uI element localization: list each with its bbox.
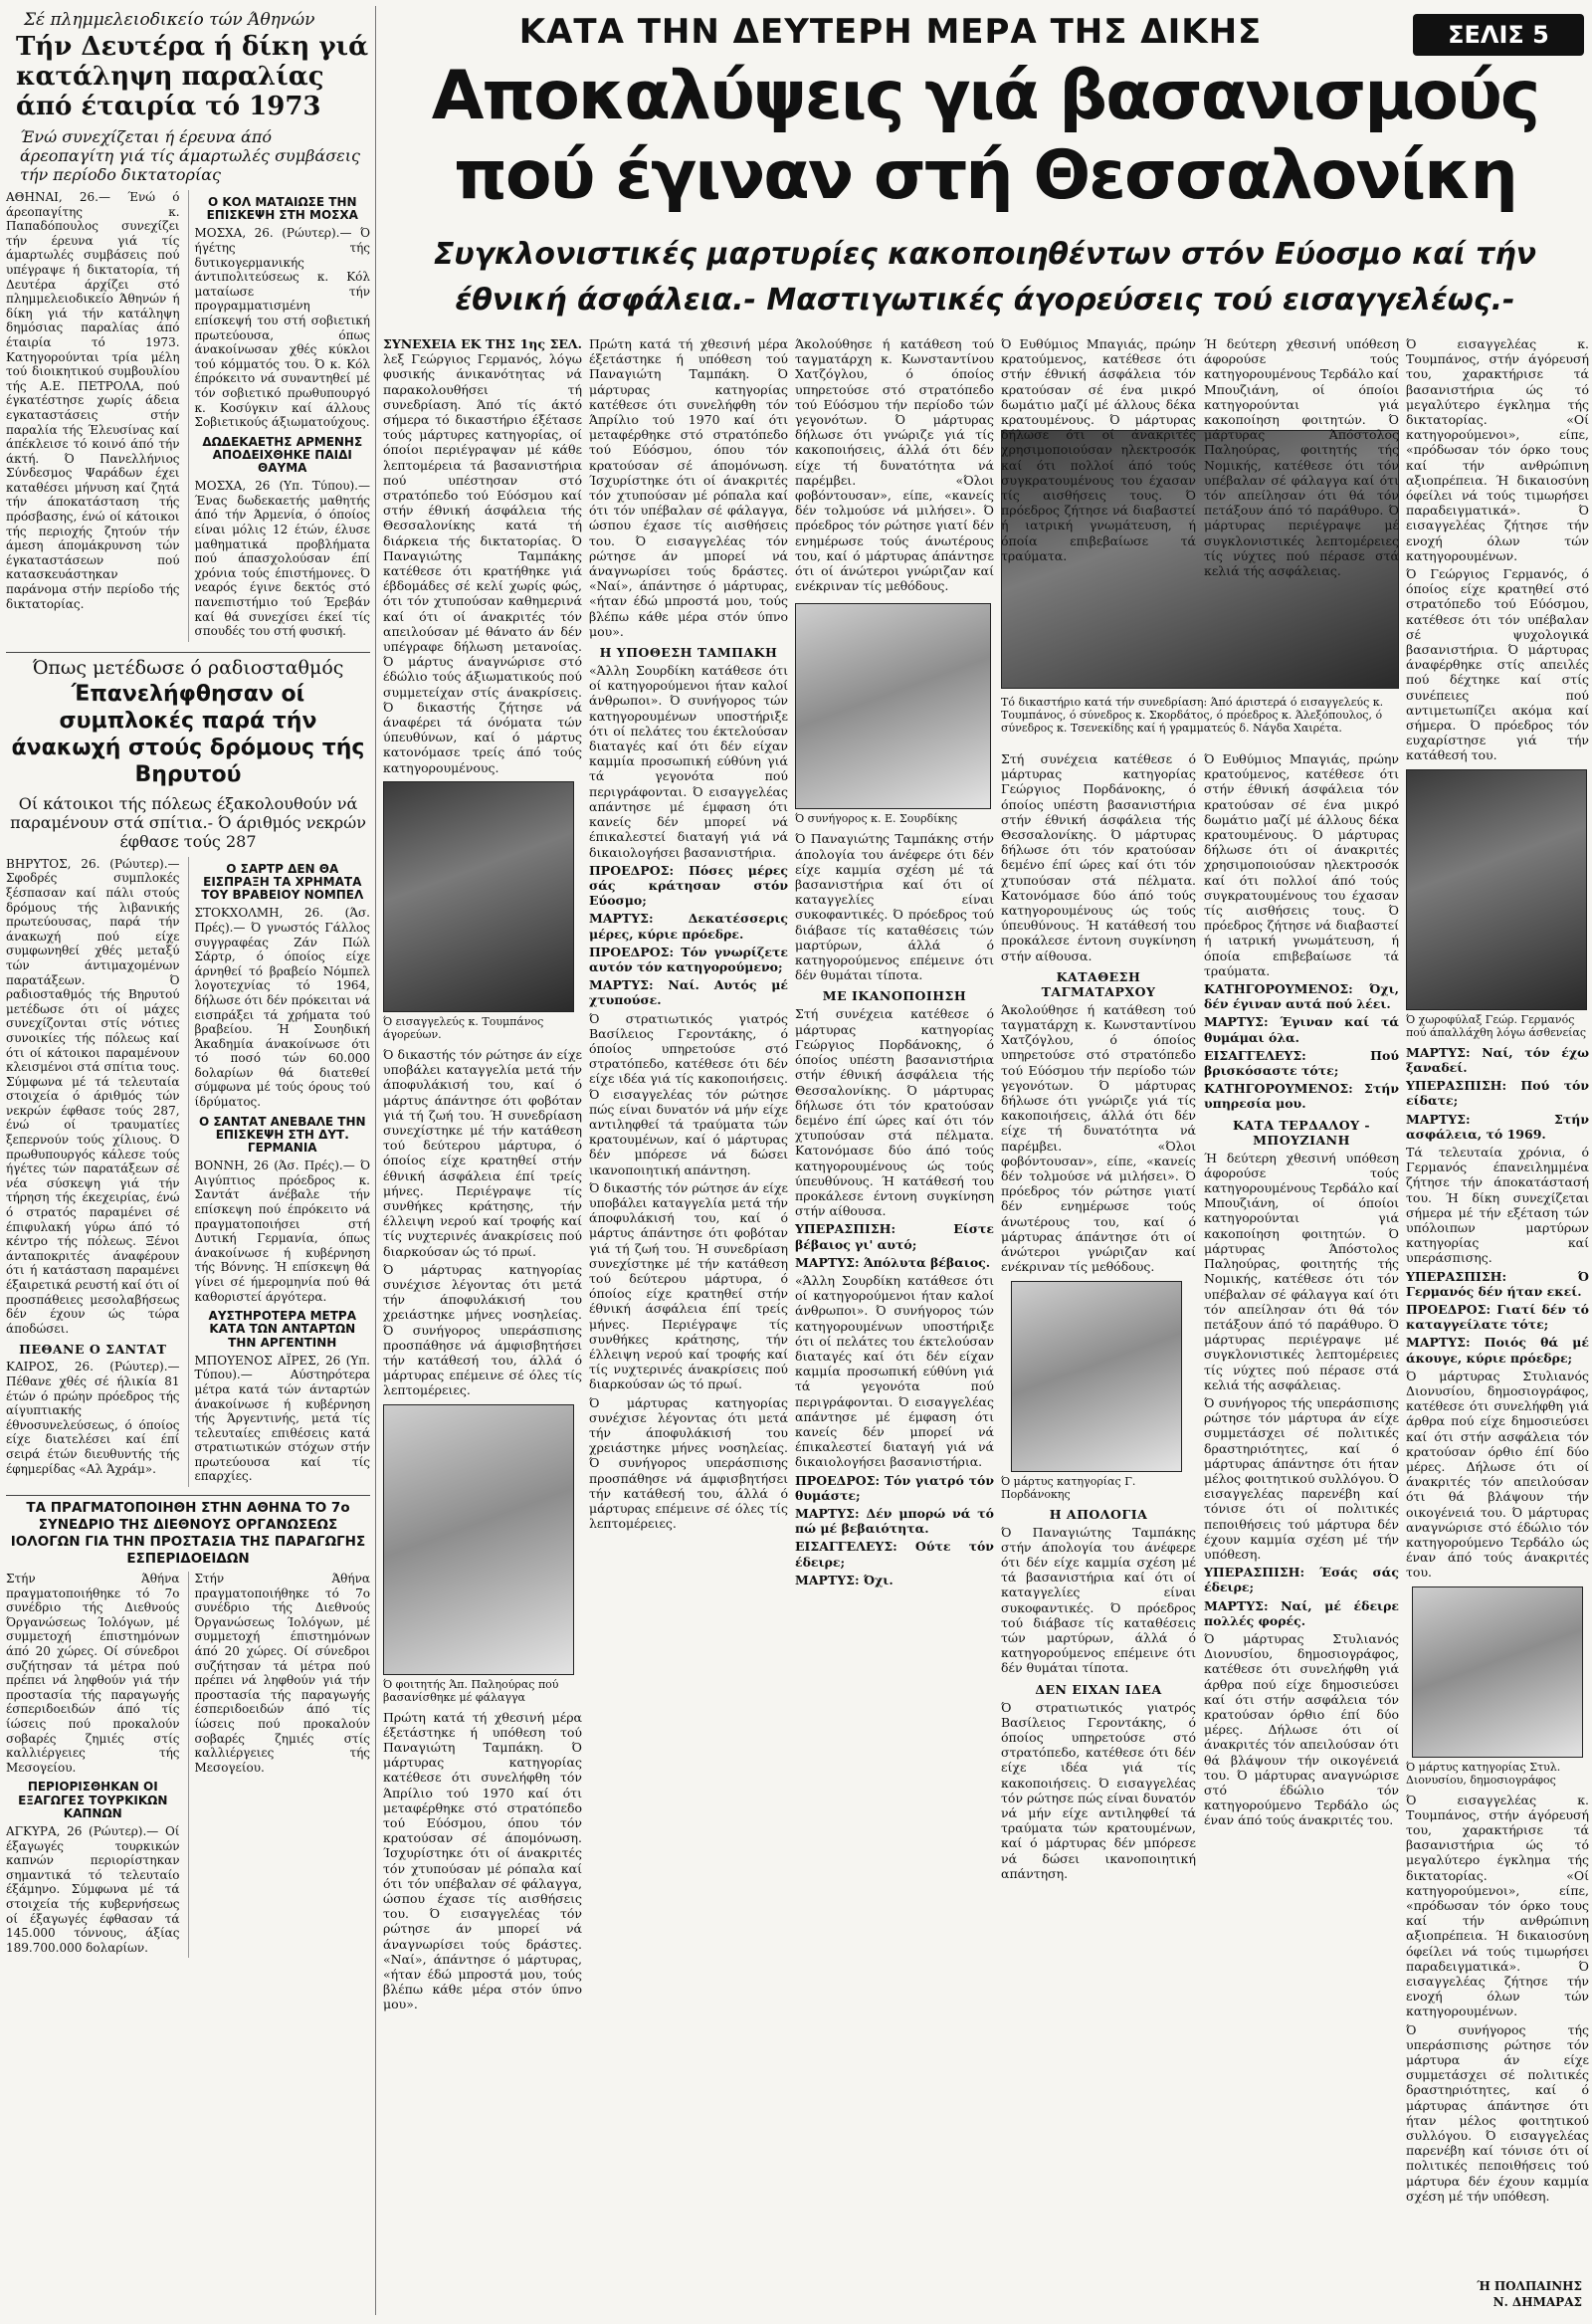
page-badge: ΣΕΛΙΣ 5 (1413, 14, 1584, 56)
trial-body-n: Ό εισαγγελέας κ. Τουμπάνος, στήν άγόρευσή του, χαρακτήρισε τά βασανιστήρια ώς τό μεγαλύτερο έγκλημα τής δικτατορίας. «Οί κατηγορούμενοι», είπε, «πρόδωσαν τόν όρκο τους καί τήν ανθρώπινη αξιοπρέπεια. Ή δικαιοσύνη όφείλει νά τούς τιμωρήσει παραδειγματικά». Ό εισαγγελέας ζήτησε τήν ενοχή όλων τών κατηγορουμένων. (1406, 336, 1589, 563)
trial-body-i-col3: Στή συνέχεια κατέθεσε ό μάρτυρας κατηγορίας Γεώργιος Πορδάνοκης, ό όποίος υπέστη βασανιστήρια στήν έθνική άσφάλεια τής Θεσσαλονίκης. Ό μάρτυρας δήλωσε ότι τόν κρατούσαν δεμένο έπί ώρες καί ότι τόν χτυπούσαν στά πέλματα. Κατονόμασε δύο άπό τούς κατηγορουμένους ώς τούς ύπευθύνους. Ή κατάθεσή του προκάλεσε έντονη συγκίνηση στήν αίθουσα. (795, 1006, 994, 1219)
trial-body-m-col5: Ό μάρτυρας Στυλιανός Διονυσίου, δημοσιογράφος, κατέθεσε ότι συνελήφθη γιά άρθρα πού είχε δημοσιεύσει καί ότι στήν ασφάλεια τόν κρατούσαν όρθιο έπί δύο μέρες. Δήλωσε ότι οί άνακριτές τόν απειλούσαν ότι θά βλάψουν τήν οικογένειά του. Ό μάρτυρας αναγνώρισε στό έδώλιο τόν κατηγορούμενο Τερδάλο ώς έναν άπό τούς άνακριτές του. (1204, 1630, 1399, 1828)
subhead-apology: Η ΑΠΟΛΟΓΙΑ (1049, 1506, 1148, 1522)
trial-body-b-col2: Ό δικαστής τόν ρώτησε άν είχε υποβάλει καταγγελία μετά τήν άποφυλάκισή του, καί ό μάρτυς άπάντησε ότι φοβόταν γιά τή ζωή του. Ή συνεδρίαση συνεχίστηκε μέ τήν κατάθεση τού δεύτερου μάρτυρα, ό όποίος είχε κρατηθεί στήν έθνική άσφάλεια έπί τρείς μήνες. Περιέγραψε τίς συνθήκες κράτησης, τήν έλλειψη νερού καί τροφής καί τίς νυχτερινές άνακρίσεις πού διαρκούσαν ώς τό πρωί. (589, 1179, 788, 1392)
mid-brief-2-body: ΒΟΝΝΗ, 26 (Άσ. Πρές).— Ό Αιγύπτιος πρόεδρος κ. Σαντάτ άνέβαλε τήν επίσκεψη πού έπρόκειτο νά πραγματοποιήσει στή Δυτική Γερμανία, όπως άνακοίνωσε ή κυβέρνηση τής Βόννης. Ή επίσκεψη θά γίνει σέ ήμερομηνία πού θά καθοριστεί άργότερα. (194, 1159, 370, 1304)
trial-body-c: Πρώτη κατά τή χθεσινή μέρα έξετάστηκε ή υπόθεση τού Παναγιώτη Ταμπάκη. Ό μάρτυρας κατηγορίας κατέθεσε ότι συνελήφθη τόν Άπρίλιο τού 1970 καί ότι μεταφέρθηκε στό στρατόπεδο τού Εύόσμου, όπου τόν κρατούσαν σέ άπομόνωση. Ίσχυρίστηκε ότι οί άνακριτές τόν χτυπούσαν μέ ρόπαλα καί ότι τόν υπέβαλαν σέ φάλαγγα, ώσπου έχασε τίς αισθήσεις του. Ό εισαγγελέας τόν ρώτησε άν μπορεί νά άναγνωρίσει τούς δράστες. «Ναί», άπάντησε ό μάρτυρας, «ήταν έδώ μπροστά μου, τούς βλέπω κάθε μέρα στόν ύπνο μου». (589, 336, 788, 639)
trial-body-j-top: Ό Ευθύμιος Μπαγιάς, πρώην κρατούμενος, κατέθεσε ότι στήν έθνική άσφάλεια τόν κρατούσαν σέ ένα μικρό δωμάτιο μαζί μέ άλλους δέκα κρατουμένους. Ό μάρτυρας δήλωσε ότι οί άνακριτές χρησιμοποιούσαν ηλεκτροσόκ καί ότι πολλοί άπό τούς συγκρατουμένους του έχασαν τίς αισθήσεις τους. Ό πρόεδρος ζήτησε νά διαβαστεί ή ιατρική γνωμάτευση, ή όποία επιβεβαίωσε τά τραύματα. (1001, 336, 1196, 563)
qa-line-15: ΥΠΕΡΑΣΠΙΣΗ: Έσάς σάς έδειρε; (1204, 1565, 1399, 1595)
trial-body-k: Ή δεύτερη χθεσινή υπόθεση άφορούσε τούς κατηγορουμένους Τερδάλο καί Μπουζιάνη, οί όποίοι κατηγορούνται γιά κακοποίηση φοιτητών. Ό μάρτυρας Άπόστολος Παληούρας, φοιτητής τής Νομικής, κατέθεσε ότι τόν υπέβαλαν σέ φάλαγγα καί ότι τόν απείλησαν ότι θά τόν πετάξουν άπό τό παράθυρο. Ό μάρτυρας περιέγραψε μέ συγκλονιστικές λεπτομέρειες τίς νύχτες πού πέρασε στά κελιά τής ασφάλειας. (1204, 1150, 1399, 1392)
mid-brief-1-title: Ο ΣΑΡΤΡ ΔΕΝ ΘΑ ΕΙΣΠΡΑΞΗ ΤΑ ΧΡΗΜΑΤΑ ΤΟΥ ΒΡΑΒΕΙΟΥ ΝΟΜΠΕΛ (201, 861, 364, 903)
left-brief-2-body: ΜΟΣΧΑ, 26 (Υπ. Τύπου).— Ένας δωδεκαετής μαθητής άπό τήν Άρμενία, ό όποίος είναι μόλις 12 έτών, έλυσε μαθηματικά προβλήματα πού άπασχολούσαν έπί χρόνια τούς έπιστήμονες. Ό νεαρός έγινε δεκτός στό πανεπιστήμιο τού Έρεβάν καί θά συνεχίσει έκεί τίς σπουδές του στή φυσική. (194, 479, 370, 639)
trial-body-i: Στή συνέχεια κατέθεσε ό μάρτυρας κατηγορίας Γεώργιος Πορδάνοκης, ό όποίος υπέστη βασανιστήρια στήν έθνική άσφάλεια τής Θεσσαλονίκης. Ό μάρτυρας δήλωσε ότι τόν κρατούσαν δεμένο έπί ώρες καί ότι τόν χτυπούσαν στά πέλματα. Κατονόμασε δύο άπό τούς κατηγορουμένους ώς τούς ύπευθύνους. Ή κατάθεσή του προκάλεσε έντονη συγκίνηση στήν αίθουσα. (1001, 751, 1196, 963)
qa-line-5: ΥΠΕΡΑΣΠΙΣΗ: Είστε βέβαιος γι' αυτό; (795, 1221, 994, 1252)
qa-line-3: ΠΡΟΕΔΡΟΣ: Τόν γνωρίζετε αυτόν τόν κατηγορούμενο; (589, 944, 788, 974)
trial-body-n-col6: Ό εισαγγελέας κ. Τουμπάνος, στήν άγόρευσή του, χαρακτήρισε τά βασανιστήρια ώς τό μεγαλύτερο έγκλημα τής δικτατορίας. «Οί κατηγορούμενοι», είπε, «πρόδωσαν τόν όρκο τους καί τήν ανθρώπινη αξιοπρέπεια. Ή δικαιοσύνη όφείλει νά τούς τιμωρήσει παραδειγματικά». Ό εισαγγελέας ζήτησε τήν ενοχή όλων τών κατηγορουμένων. (1406, 1792, 1589, 2019)
caption-gendarme: Ό χωροφύλαξ Γεώρ. Γερμανός πού άπαλλάχθη λόγω άσθενείας (1406, 1012, 1587, 1039)
main-subhead-line-1: Συγκλονιστικές μαρτυρίες κακοποιηθέντων στόν Εύοσμο καί τήν (433, 237, 1537, 272)
main-subhead-line-2: έθνική άσφάλεια.- Μαστιγωτικές άγορεύσεις τού εισαγγελέως.- (455, 283, 1515, 317)
left-body-3: Στήν Άθήνα πραγματοποιήθηκε τό 7ο συνέδριο τής Διεθνούς Όργανώσεως Ίολόγων, μέ συμμετοχή έπιστημόνων άπό 20 χώρες. Οί σύνεδροι συζήτησαν τά μέτρα πού πρέπει νά ληφθούν γιά τήν προστασία τής παραγωγής έσπεριδοειδών άπό τίς ίώσεις πού προκαλούν σοβαρές ζημιές στίς καλλιέργειες τής Μεσογείου. (6, 1572, 180, 1775)
qa-line-8: ΜΑΡΤΥΣ: Δέν μπορώ νά τό πώ μέ βεβαιότητα. (795, 1505, 994, 1537)
main-headline-line-1: Αποκαλύψεις γιά βασανισμούς (431, 57, 1539, 135)
column-divider (375, 6, 376, 2315)
mid-brief-2-title: Ο ΣΑΝΤΑΤ ΑΝΕΒΑΛΕ ΤΗΝ ΕΠΙΣΚΕΨΗ ΣΤΗ ΔΥΤ. ΓΕΡΜΑΝΙΑ (198, 1114, 366, 1156)
qa-line-11: ΚΑΤΗΓΟΡΟΥΜΕΝΟΣ: Όχι, δέν έγιναν αυτά πού λέει. (1204, 981, 1399, 1012)
subhead-major: ΚΑΤΑΘΕΣΗ ΤΑΓΜΑΤΑΡΧΟΥ (1041, 968, 1156, 999)
courtroom-photo-caption: Τό δικαστήριο κατά τήν συνεδρίαση: Άπό άριστερά ό εισαγγελεύς κ. Τουμπάνος, ό σύνεδρος κ. Σκορδάτος, ό πρόεδρος κ. Άλεξόπουλος, ό σύνεδρος κ. Τσενεκίδης καί ή γραμματεύς δ. Νάγδα Χαιρέτα. (1001, 696, 1384, 735)
trial-body-e: «Άλλη Σουρδίκη κατάθεσε ότι οί κατηγορούμενοι ήταν καλοί άνθρωποι». Ό συνήγορος τών κατηγορουμένων υποστήριξε ότι οί πελάτες του έκτελούσαν διαταγές καί ότι δέν είχαν καμμία προσωπική εύθύνη γιά τά γεγονότα πού περιγράφονται. Ό εισαγγελέας απάντησε μέ έμφαση ότι κανείς δέν μπορεί νά έπικαλεστεί διαταγή γιά νά δικαιολογήσει βασανιστήρια. (589, 663, 788, 860)
trial-column-5 (1204, 751, 1399, 2312)
subhead-satisfaction: ΜΕ ΙΚΑΝΟΠΟΙΗΣΗ (822, 988, 967, 1004)
student-photo (383, 1404, 574, 1675)
qa-line-4: ΜΑΡΤΥΣ: Ναί. Αυτός μέ χτυπούσε. (589, 977, 788, 1008)
left-body-1: ΑΘΗΝΑΙ, 26.— Ένώ ό άρεοπαγίτης κ. Παπαδόπουλος συνεχίζει τήν έρευνα γιά τίς άμαρτωλές συμβάσεις πού υπέγραψε ή δικτατορία, τή Δευτέρα άρχίζει στό πλημμελειοδικείο Άθηνών ή δίκη γιά τήν κατάληψη δημόσιας παραλίας άπό έταιρία τό 1973. Κατηγορούνται τρία μέλη τού διοικητικού συμβουλίου τής Α.Ε. ΠΕΤΡΟΛΑ, πού έγκατέστησε χωρίς άδεια εγκαταστάσεις στήν παραλία τής Έλευσίνας καί άπέκλεισε τό κοινό άπό τήν άκτή. Ό Πανελλήνιος Σύνδεσμος Ψαράδων έχει καταθέσει μήνυση καί ζητά τήν άποκατάσταση τής πρόσβασης, ένώ οί κάτοικοι τής περιοχής ζητούν τήν άμεση άπομάκρυνση τών έγκαταστάσεων πού κατασκευάστηκαν παράνομα στήν περίοδο τής δικτατορίας. (6, 190, 180, 611)
mid-brief-3-title: ΑΥΣΤΗΡΟΤΕΡΑ ΜΕΤΡΑ ΚΑΤΑ ΤΩΝ ΑΝΤΑΡΤΩΝ ΤΗΝ ΑΡΓΕΝΤΙΝΗ (208, 1309, 356, 1350)
left-h2-subhead: Οί κάτοικοι τής πόλεως έξακολουθούν νά παραμένουν στά σπίτια.- Ό άριθμός νεκρών έφθασε τούς 287 (10, 793, 366, 851)
subhead-no-idea: ΔΕΝ ΕΙΧΑΝ ΙΔΕΑ (1035, 1681, 1162, 1697)
left-brief-3-title: ΠΕΘΑΝΕ Ο ΣΑΝΤΑΤ (19, 1342, 167, 1358)
qa-line-9: ΕΙΣΑΓΓΕΛΕΥΣ: Ούτε τόν έδειρε; (795, 1539, 994, 1570)
qa-line-17: ΠΡΟΕΔΡΟΣ: Γιατί δέν τό καταγγείλατε τότε; (1406, 1301, 1589, 1333)
main-headline-line-2: πού έγιναν στή Θεσσαλονίκη (454, 136, 1516, 215)
left-brief-4-body: ΑΓΚΥΡΑ, 26 (Ρώυτερ).— Οί έξαγωγές τουρκικών καπνών περιορίστηκαν σημαντικά τό τελευταίο έξάμηνο. Σύμφωνα μέ τά στοιχεία τής κυβερνήσεως οί έξαγωγές έφθασαν τά 145.000 τόννους, άξίας 189.700.000 δολαρίων. (6, 1823, 180, 1955)
trial-body-d: Ό μάρτυρας κατηγορίας συνέχισε λέγοντας ότι μετά τήν άποφυλάκισή του χρειάστηκε μήνες νοσηλείας. Ό συνήγορος υπεράσπισης προσπάθησε νά άμφισβητήσει τήν κατάθεσή του, άλλά ό μάρτυρας επέμεινε σέ όλες τίς λεπτομέρειες. (383, 1261, 582, 1398)
trial-body-j: Ό Ευθύμιος Μπαγιάς, πρώην κρατούμενος, κατέθεσε ότι στήν έθνική άσφάλεια τόν κρατούσαν σέ ένα μικρό δωμάτιο μαζί μέ άλλους δέκα κρατουμένους. Ό μάρτυρας δήλωσε ότι οί άνακριτές χρησιμοποιούσαν ηλεκτροσόκ καί ότι πολλοί άπό τούς συγκρατουμένους του έχασαν τίς αισθήσεις τους. Ό πρόεδρος ζήτησε νά διαβαστεί ή ιατρική γνωμάτευση, ή όποία επιβεβαίωσε τά τραύματα. (1204, 751, 1399, 978)
trial-body-k-top: Ή δεύτερη χθεσινή υπόθεση άφορούσε τούς κατηγορουμένους Τερδάλο καί Μπουζιάνη, οί όποίοι κατηγορούνται γιά κακοποίηση φοιτητών. Ό μάρτυρας Άπόστολος Παληούρας, φοιτητής τής Νομικής, κατέθεσε ότι τόν υπέβαλαν σέ φάλαγγα καί ότι τόν απείλησαν ότι θά τόν πετάξουν άπό τό παράθυρο. Ό μάρτυρας περιέγραψε μέ συγκλονιστικές λεπτομέρειες τίς νύχτες πού πέρασε στά κελιά τής ασφάλειας. (1204, 336, 1399, 579)
journalist-photo (1412, 1586, 1583, 1758)
left-brief-1-body: ΜΟΣΧΑ, 26. (Ρώυτερ).— Ό ήγέτης τής δυτικογερμανικής άντιπολιτεύσεως κ. Κόλ ματαίωσε τήν προγραμματισμένη επίσκεψή του στή σοβιετική πρωτεύουσα, όπως άνακοίνωσαν χθές κύκλοι τού κόμματός του. Ό κ. Κόλ έπρόκειτο νά συναντηθεί μέ τόν σοβιετικό πρωθυπουργό κ. Κοσύγκιν καί άλλους Σοβιετικούς άξιωματούχους. (194, 226, 370, 430)
trial-body-l-col6: Ό συνήγορος τής υπεράσπισης ρώτησε τόν μάρτυρα άν είχε συμμετάσχει σέ πολιτικές δραστηριότητες, καί ό μάρτυρας άπάντησε ότι ήταν μέλος φοιτητικού συλλόγου. Ό εισαγγελέας παρενέβη καί τόνισε ότι οί πολιτικές πεποιθήσεις τού μάρτυρα δέν έχουν καμμία σχέση μέ τήν υπόθεση. (1406, 2021, 1589, 2204)
trial-body-f-col3: Άκολούθησε ή κατάθεση τού ταγματάρχη κ. Κωνσταντίνου Χατζόγλου, ό όποίος υπηρετούσε στό στρατόπεδο τού Εύόσμου τήν περίοδο τών γεγονότων. Ό μάρτυρας δήλωσε ότι γνώριζε γιά τίς κακοποιήσεις, άλλά ότι δέν είχε τή δυνατότητα νά παρέμβει. «Όλοι φοβόντουσαν», είπε, «κανείς δέν τολμούσε νά μιλήσει». Ό πρόεδρος τόν ρώτησε γιατί δέν ενημέρωσε τούς άνωτέρους του, καί ό μάρτυρας άπάντησε ότι οί άνώτεροι γνώριζαν καί ενέκριναν τίς μεθόδους. (795, 336, 994, 594)
qa-line-10: ΜΑΡΤΥΣ: Όχι. (795, 1572, 894, 1587)
trial-body-b: Ό δικαστής τόν ρώτησε άν είχε υποβάλει καταγγελία μετά τήν άποφυλάκισή του, καί ό μάρτυς άπάντησε ότι φοβόταν γιά τή ζωή του. Ή συνεδρίαση συνεχίστηκε μέ τήν κατάθεση τού δεύτερου μάρτυρα, ό όποίος είχε κρατηθεί στήν έθνική άσφάλεια έπί τρείς μήνες. Περιέγραψε τίς συνθήκες κράτησης, τήν έλλειψη νερού καί τροφής καί τίς νυχτερινές άνακρίσεις πού διαρκούσαν ώς τό πρωί. (383, 1046, 582, 1259)
left-h2-kicker: Όπως μετέδωσε ό ραδιοσταθμός (6, 652, 370, 679)
trial-body-h-col4: Ό στρατιωτικός γιατρός Βασίλειος Γεροντάκης, ό όποίος υπηρετούσε στό στρατόπεδο, κατέθεσε ότι δέν είχε ιδέα γιά τίς κακοποιήσεις. Ό εισαγγελέας τόν ρώτησε πώς είναι δυνατόν νά μήν είχε αντιληφθεί τά τραύματα τών κρατουμένων, καί ό μάρτυρας δέν μπόρεσε νά δώσει ικανοποιητική απάντηση. (1001, 1699, 1196, 1881)
trial-body-h: Ό στρατιωτικός γιατρός Βασίλειος Γεροντάκης, ό όποίος υπηρετούσε στό στρατόπεδο, κατέθεσε ότι δέν είχε ιδέα γιά τίς κακοποιήσεις. Ό εισαγγελέας τόν ρώτησε πώς είναι δυνατόν νά μήν είχε αντιληφθεί τά τραύματα τών κρατουμένων, καί ό μάρτυρας δέν μπόρεσε νά δώσει ικανοποιητική απάντηση. (589, 1010, 788, 1177)
gendarme-photo (1406, 769, 1587, 1010)
trial-body-o: Ό Γεώργιος Γερμανός, ό όποίος είχε κρατηθεί στό στρατόπεδο τού Εύόσμου, κατέθεσε ότι τόν υπέβαλαν σέ ψυχολογικά βασανιστήρια. Ό μάρτυρας άναφέρθηκε στίς απειλές πού δέχτηκε καί στίς συνέπειες πού αντιμετωπίζει ακόμα καί σήμερα. Ό πρόεδρος τόν ευχαρίστησε γιά τήν κατάθεσή του. (1406, 566, 1589, 763)
trial-column-4 (1001, 751, 1196, 2312)
trial-column-2 (589, 336, 788, 2312)
prosecutor-photo (383, 781, 574, 1012)
qa-line-22: ΥΠΕΡΑΣΠΙΣΗ: Ό Γερμανός δέν ήταν εκεί. (1406, 1268, 1589, 1299)
qa-line-18: ΜΑΡΤΥΣ: Ποιός θά μέ άκουγε, κύριε πρόεδρε; (1406, 1335, 1589, 1366)
trial-body-d-col2: Ό μάρτυρας κατηγορίας συνέχισε λέγοντας ότι μετά τήν άποφυλάκισή του χρειάστηκε μήνες νοσηλείας. Ό συνήγορος υπεράσπισης προσπάθησε νά άμφισβητήσει τήν κατάθεσή του, άλλά ό μάρτυρας επέμεινε σέ όλες τίς λεπτομέρειες. (589, 1394, 788, 1532)
caption-journalist: Ό μάρτυς κατηγορίας Στυλ. Διονυσίου, δημοσιογράφος (1406, 1760, 1561, 1787)
left-bottom-headline: ΤΑ ΠΡΑΓΜΑΤΟΠΟΙΗΘΗ ΣΤΗΝ ΑΘΗΝΑ ΤΟ 7ο ΣΥΝΕΔΡΙΟ ΤΗΣ ΔΙΕΘΝΟΥΣ ΟΡΓΑΝΩΣΕΩΣ ΙΟΛΟΓΩΝ ΓΙΑ ΤΗΝ ΠΡΟΣΤΑΣΙΑ ΤΗΣ ΠΑΡΑΓΩΓΗΣ ΕΣΠΕΡΙΔΟΕΙΔΩΝ (6, 1495, 370, 1568)
qa-line-6: ΜΑΡΤΥΣ: Άπόλυτα βέβαιος. (795, 1254, 991, 1270)
continued-label: ΣΥΝΕΧΕΙΑ ΕΚ ΤΗΣ 1ης ΣΕΛ. (383, 336, 582, 351)
qa-line-21: ΜΑΡΤΥΣ: Στήν ασφάλεια, τό 1969. (1406, 1111, 1589, 1142)
trial-body-e-col3: «Άλλη Σουρδίκη κατάθεσε ότι οί κατηγορούμενοι ήταν καλοί άνθρωποι». Ό συνήγορος τών κατηγορουμένων υποστήριξε ότι οί πελάτες του έκτελούσαν διαταγές καί ότι δέν είχαν καμμία προσωπική εύθύνη γιά τά γεγονότα πού περιγράφονται. Ό εισαγγελέας απάντησε μέ έμφαση ότι κανείς δέν μπορεί νά έπικαλεστεί διαταγή γιά νά δικαιολογήσει βασανιστήρια. (795, 1272, 994, 1470)
qa-line-14: ΚΑΤΗΓΟΡΟΥΜΕΝΟΣ: Στήν υπηρεσία μου. (1204, 1081, 1399, 1112)
left-body-3-cont: Στήν Άθήνα πραγματοποιήθηκε τό 7ο συνέδριο τής Διεθνούς Όργανώσεως Ίολόγων, μέ συμμετοχή έπιστημόνων άπό 20 χώρες. Οί σύνεδροι συζήτησαν τά μέτρα πού πρέπει νά ληφθούν γιά τήν προστασία τής παραγωγής έσπεριδοειδών άπό τίς ίώσεις πού προκαλούν σοβαρές ζημιές στίς καλλιέργειες τής Μεσογείου. (194, 1572, 370, 1775)
trial-body-l: Ό συνήγορος τής υπεράσπισης ρώτησε τόν μάρτυρα άν είχε συμμετάσχει σέ πολιτικές δραστηριότητες, καί ό μάρτυρας άπάντησε ότι ήταν μέλος φοιτητικού συλλόγου. Ό εισαγγελέας παρενέβη καί τόνισε ότι οί πολιτικές πεποιθήσεις τού μάρτυρα δέν έχουν καμμία σχέση μέ τήν υπόθεση. (1204, 1394, 1399, 1562)
caption-student: Ό φοιτητής Άπ. Παληούρας πού βασανίσθηκε μέ φάλαγγα (383, 1677, 559, 1704)
qa-line-19: ΜΑΡΤΥΣ: Ναί, τόν έχω ξαναδεί. (1406, 1044, 1589, 1075)
trial-body-a: λεξ Γεώργιος Γερμανός, λόγω φυσικής άνικανότητας νά παρακολουθήσει τή συνεδρίαση. Άπό τίς άκτό σήμερα τό δικαστήριο έξέτασε τούς μάρτυρες κατηγορίας, οί όποίοι περιέγραψαν μέ κάθε λεπτομέρεια τά βασανιστήρια πού υπέστησαν στό στρατόπεδο τού Εύόσμου καί στήν έθνική άσφάλεια τής Θεσσαλονίκης κατά τή διάρκεια τής δικτατορίας. Ό Παναγιώτης Ταμπάκης κατέθεσε ότι κρατήθηκε γιά έβδομάδες σέ κελί χωρίς φώς, ότι τόν χτυπούσαν καθημερινά καί ότι οί άνακριτές τόν απειλούσαν μέ θάνατο άν δέν υπέγραφε δήλωση μετανοίας. Ό μάρτυς άναγνώρισε στό έδώλιο τούς άξιωματικούς πού συμμετείχαν στίς άνακρίσεις. Ό δικαστής ζήτησε νά άναφέρει τά όνόματα τών ύπευθύνων, καί ό μάρτυς κατονόμασε τρείς άπό τούς κατηγορουμένους. (383, 351, 582, 775)
caption-defender: Ό συνήγορος κ. Ε. Σουρδίκης (795, 812, 958, 826)
trial-column-6 (1406, 336, 1589, 2312)
trial-column-4-top (1001, 336, 1196, 563)
left-column (6, 6, 370, 2315)
byline-1: Ή ΠΟΛΠΑΙΝΗΣ (1423, 2279, 1582, 2293)
qa-line-12: ΜΑΡΤΥΣ: Έγιναν καί τά θυμάμαι όλα. (1204, 1014, 1399, 1045)
mid-brief-1-body: ΣΤΟΚΧΟΛΜΗ, 26. (Άσ. Πρές).— Ό γνωστός Γάλλος συγγραφέας Ζάν Πώλ Σάρτρ, ό όποίος είχε άρνηθεί τό βραβείο Νόμπελ λογοτεχνίας τό 1964, δήλωσε ότι δέν πρόκειται νά εισπράξει τά χρήματα τού βραβείου. Ή Σουηδική Άκαδημία άνακοίνωσε ότι τό ποσό τών 60.000 δολαρίων θά διατεθεί σύμφωνα μέ τούς όρους τού ίδρύματος. (194, 906, 370, 1110)
left-body-2: ΒΗΡΥΤΟΣ, 26. (Ρώυτερ).— Σφοδρές συμπλοκές ξέσπασαν καί πάλι στούς δρόμους τής λιβανικής πρωτεύουσας, παρά τήν άνακωχή πού είχε συμφωνηθεί χθές μεταξύ τών άντιμαχομένων παρατάξεων. Ό ραδιοσταθμός τής Βηρυτού μετέδωσε ότι οί μάχες συνεχίζονται στίς νότιες συνοικίες τής πόλεως καί ότι οί κάτοικοι παραμένουν κλεισμένοι στά σπίτια τους. Σύμφωνα μέ τά τελευταία στοιχεία ό άριθμός τών νεκρών έφθασε τούς 287, ένώ οί τραυματίες ξεπερνούν τούς χίλιους. Ό πρωθυπουργός κάλεσε τούς ήγέτες τών παρατάξεων σέ νέα σύσκεψη γιά τήν τήρηση τής έκεχειρίας, ένώ ό στρατός παραμένει σέ έπιφυλακή γύρω άπό τό κέντρο τής πόλεως. Ξένοι άνταποκριτές άναφέρουν ότι ή κατάσταση παραμένει έξαιρετικά ρευστή καί ότι οί προσπάθειες μεσολαβήσεως δέν έχουν ώς τώρα άποδώσει. (6, 856, 180, 1336)
trial-column-3 (795, 336, 994, 2312)
caption-witness: Ό μάρτυς κατηγορίας Γ. Πορδάνοκης (1001, 1474, 1136, 1501)
masthead-kicker: ΚΑΤΑ ΤΗΝ ΔΕΥΤΕΡΗ ΜΕΡΑ ΤΗΣ ΔΙΚΗΣ (518, 12, 1263, 52)
left-headline: Τήν Δευτέρα ή δίκη γιά κατάληψη παραλίας άπό έταιρία τό 1973 (16, 32, 369, 121)
caption-prosecutor: Ό εισαγγελεύς κ. Τουμπάνος άγορεύων. (383, 1014, 544, 1041)
trial-body-f: Άκολούθησε ή κατάθεση τού ταγματάρχη κ. Κωνσταντίνου Χατζόγλου, ό όποίος υπηρετούσε στό στρατόπεδο τού Εύόσμου τήν περίοδο τών γεγονότων. Ό μάρτυρας δήλωσε ότι γνώριζε γιά τίς κακοποιήσεις, άλλά ότι δέν είχε τή δυνατότητα νά παρέμβει. «Όλοι φοβόντουσαν», είπε, «κανείς δέν τολμούσε νά μιλήσει». Ό πρόεδρος τόν ρώτησε γιατί δέν ενημέρωσε τούς άνωτέρους του, καί ό μάρτυρας άπάντησε ότι οί άνώτεροι γνώριζαν καί ενέκριναν τίς μεθόδους. (1001, 1001, 1196, 1275)
qa-line-1: ΠΡΟΕΔΡΟΣ: Πόσες μέρες σάς κράτησαν στόν Εύοσμο; (589, 862, 788, 909)
defender-photo (795, 603, 991, 809)
left-brief-2-title: ΔΩΔΕΚΑΕΤΗΣ ΑΡΜΕΝΗΣ ΑΠΟΔΕΙΧΘΗΚΕ ΠΑΙΔΙ ΘΑΥΜΑ (202, 434, 363, 476)
left-subhead: Ένώ συνεχίζεται ή έρευνα άπό άρεοπαγίτη γιά τίς άμαρτωλές συμβάσεις τήν περίοδο δικτατορίας (20, 127, 360, 184)
qa-line-7: ΠΡΟΕΔΡΟΣ: Τόν γιατρό τόν θυμάστε; (795, 1472, 994, 1503)
subhead-tampakis: Η ΥΠΟΘΕΣΗ ΤΑΜΠΑΚΗ (599, 645, 778, 661)
subhead-terdalos: ΚΑΤΑ ΤΕΡΔΑΛΟΥ - ΜΠΟΥΖΙΑΝΗ (1232, 1117, 1371, 1148)
left-brief-4-title: ΠΕΡΙΟΡΙΣΘΗΚΑΝ ΟΙ ΕΞΑΓΩΓΕΣ ΤΟΥΡΚΙΚΩΝ ΚΑΠΝΩΝ (18, 1780, 168, 1820)
trial-column-1 (383, 336, 582, 2312)
trial-body-m: Ό μάρτυρας Στυλιανός Διονυσίου, δημοσιογράφος, κατέθεσε ότι συνελήφθη γιά άρθρα πού είχε δημοσιεύσει καί ότι στήν ασφάλεια τόν κρατούσαν όρθιο έπί δύο μέρες. Δήλωσε ότι οί άνακριτές τόν απειλούσαν ότι θά βλάψουν τήν οικογένειά του. Ό μάρτυρας αναγνώρισε στό έδώλιο τόν κατηγορούμενο Τερδάλο ώς έναν άπό τούς άνακριτές του. (1406, 1368, 1589, 1581)
qa-line-13: ΕΙΣΑΓΓΕΛΕΥΣ: Πού βρισκόσαστε τότε; (1204, 1047, 1399, 1079)
trial-body-p: Τά τελευταία χρόνια, ό Γερμανός έπανειλημμένα ζήτησε τήν άποκατάστασή του. Ή δίκη συνεχίζεται σήμερα μέ τήν εξέταση τών υπόλοιπων μαρτύρων κατηγορίας καί υπεράσπισης. (1406, 1144, 1589, 1266)
trial-body-g-col3: Ό Παναγιώτης Ταμπάκης στήν άπολογία του άνέφερε ότι δέν είχε καμμία σχέση μέ τά βασανιστήρια καί ότι οί καταγγελίες είναι συκοφαντικές. Ό πρόεδρος τού διάβασε τίς καταθέσεις τών μαρτύρων, άλλά ό κατηγορούμενος επέμεινε ότι δέν θυμάται τίποτα. (795, 831, 994, 983)
trial-body-g: Ό Παναγιώτης Ταμπάκης στήν άπολογία του άνέφερε ότι δέν είχε καμμία σχέση μέ τά βασανιστήρια καί ότι οί καταγγελίες είναι συκοφαντικές. Ό πρόεδρος τού διάβασε τίς καταθέσεις τών μαρτύρων, άλλά ό κατηγορούμενος επέμεινε ότι δέν θυμάται τίποτα. (1001, 1524, 1196, 1676)
trial-column-5-top (1204, 336, 1399, 579)
byline-2: Ν. ΔΗΜΑΡΑΣ (1423, 2295, 1582, 2309)
left-kicker: Σέ πλημμελειοδικείο τών Άθηνών (24, 10, 315, 30)
qa-line-16: ΜΑΡΤΥΣ: Ναί, μέ έδειρε πολλές φορές. (1204, 1597, 1399, 1628)
witness-photo (1011, 1281, 1182, 1472)
left-brief-3-body: ΚΑΙΡΟΣ, 26. (Ρώυτερ).— Πέθανε χθές σέ ήλικία 81 έτών ό πρώην πρόεδρος τής αίγυπτιακής έθνοσυνελεύσεως, ό όποίος είχε διατελέσει καί έπί σειρά έτών διευθυντής τής έφημερίδας «Αλ Άχράμ». (6, 1360, 180, 1476)
left-brief-1-title: Ο ΚΟΛ ΜΑΤΑΙΩΣΕ ΤΗΝ ΕΠΙΣΚΕΨΗ ΣΤΗ ΜΟΣΧΑ (206, 195, 358, 223)
trial-body-c-col1: Πρώτη κατά τή χθεσινή μέρα έξετάστηκε ή υπόθεση τού Παναγιώτη Ταμπάκη. Ό μάρτυρας κατηγορίας κατέθεσε ότι συνελήφθη τόν Άπρίλιο τού 1970 καί ότι μεταφέρθηκε στό στρατόπεδο τού Εύόσμου, όπου τόν κρατούσαν σέ άπομόνωση. Ίσχυρίστηκε ότι οί άνακριτές τόν χτυπούσαν μέ ρόπαλα καί ότι τόν υπέβαλαν σέ φάλαγγα, ώσπου έχασε τίς αισθήσεις του. Ό εισαγγελέας τόν ρώτησε άν μπορεί νά άναγνωρίσει τούς δράστες. «Ναί», άπάντησε ό μάρτυρας, «ήταν έδώ μπροστά μου, τούς βλέπω κάθε μέρα στόν ύπνο μου». (383, 1709, 582, 2012)
qa-line-20: ΥΠΕΡΑΣΠΙΣΗ: Πού τόν είδατε; (1406, 1078, 1589, 1109)
qa-line-2: ΜΑΡΤΥΣ: Δεκατέσσερις μέρες, κύριε πρόεδρε. (589, 911, 788, 942)
mid-brief-3-body: ΜΠΟΥΕΝΟΣ ΑΪΡΕΣ, 26 (Υπ. Τύπου).— Αύστηρότερα μέτρα κατά τών άνταρτών άνακοίνωσε ή κυβέρνηση τής Άργεντινής, μετά τίς τελευταίες επιθέσεις κατά στρατιωτικών στόχων στήν πρωτεύουσα καί τίς επαρχίες. (194, 1353, 370, 1484)
left-h2-headline: Έπανελήφθησαν οί συμπλοκές παρά τήν άνακωχή στούς δρόμους τής Βηρυτού (11, 681, 365, 787)
